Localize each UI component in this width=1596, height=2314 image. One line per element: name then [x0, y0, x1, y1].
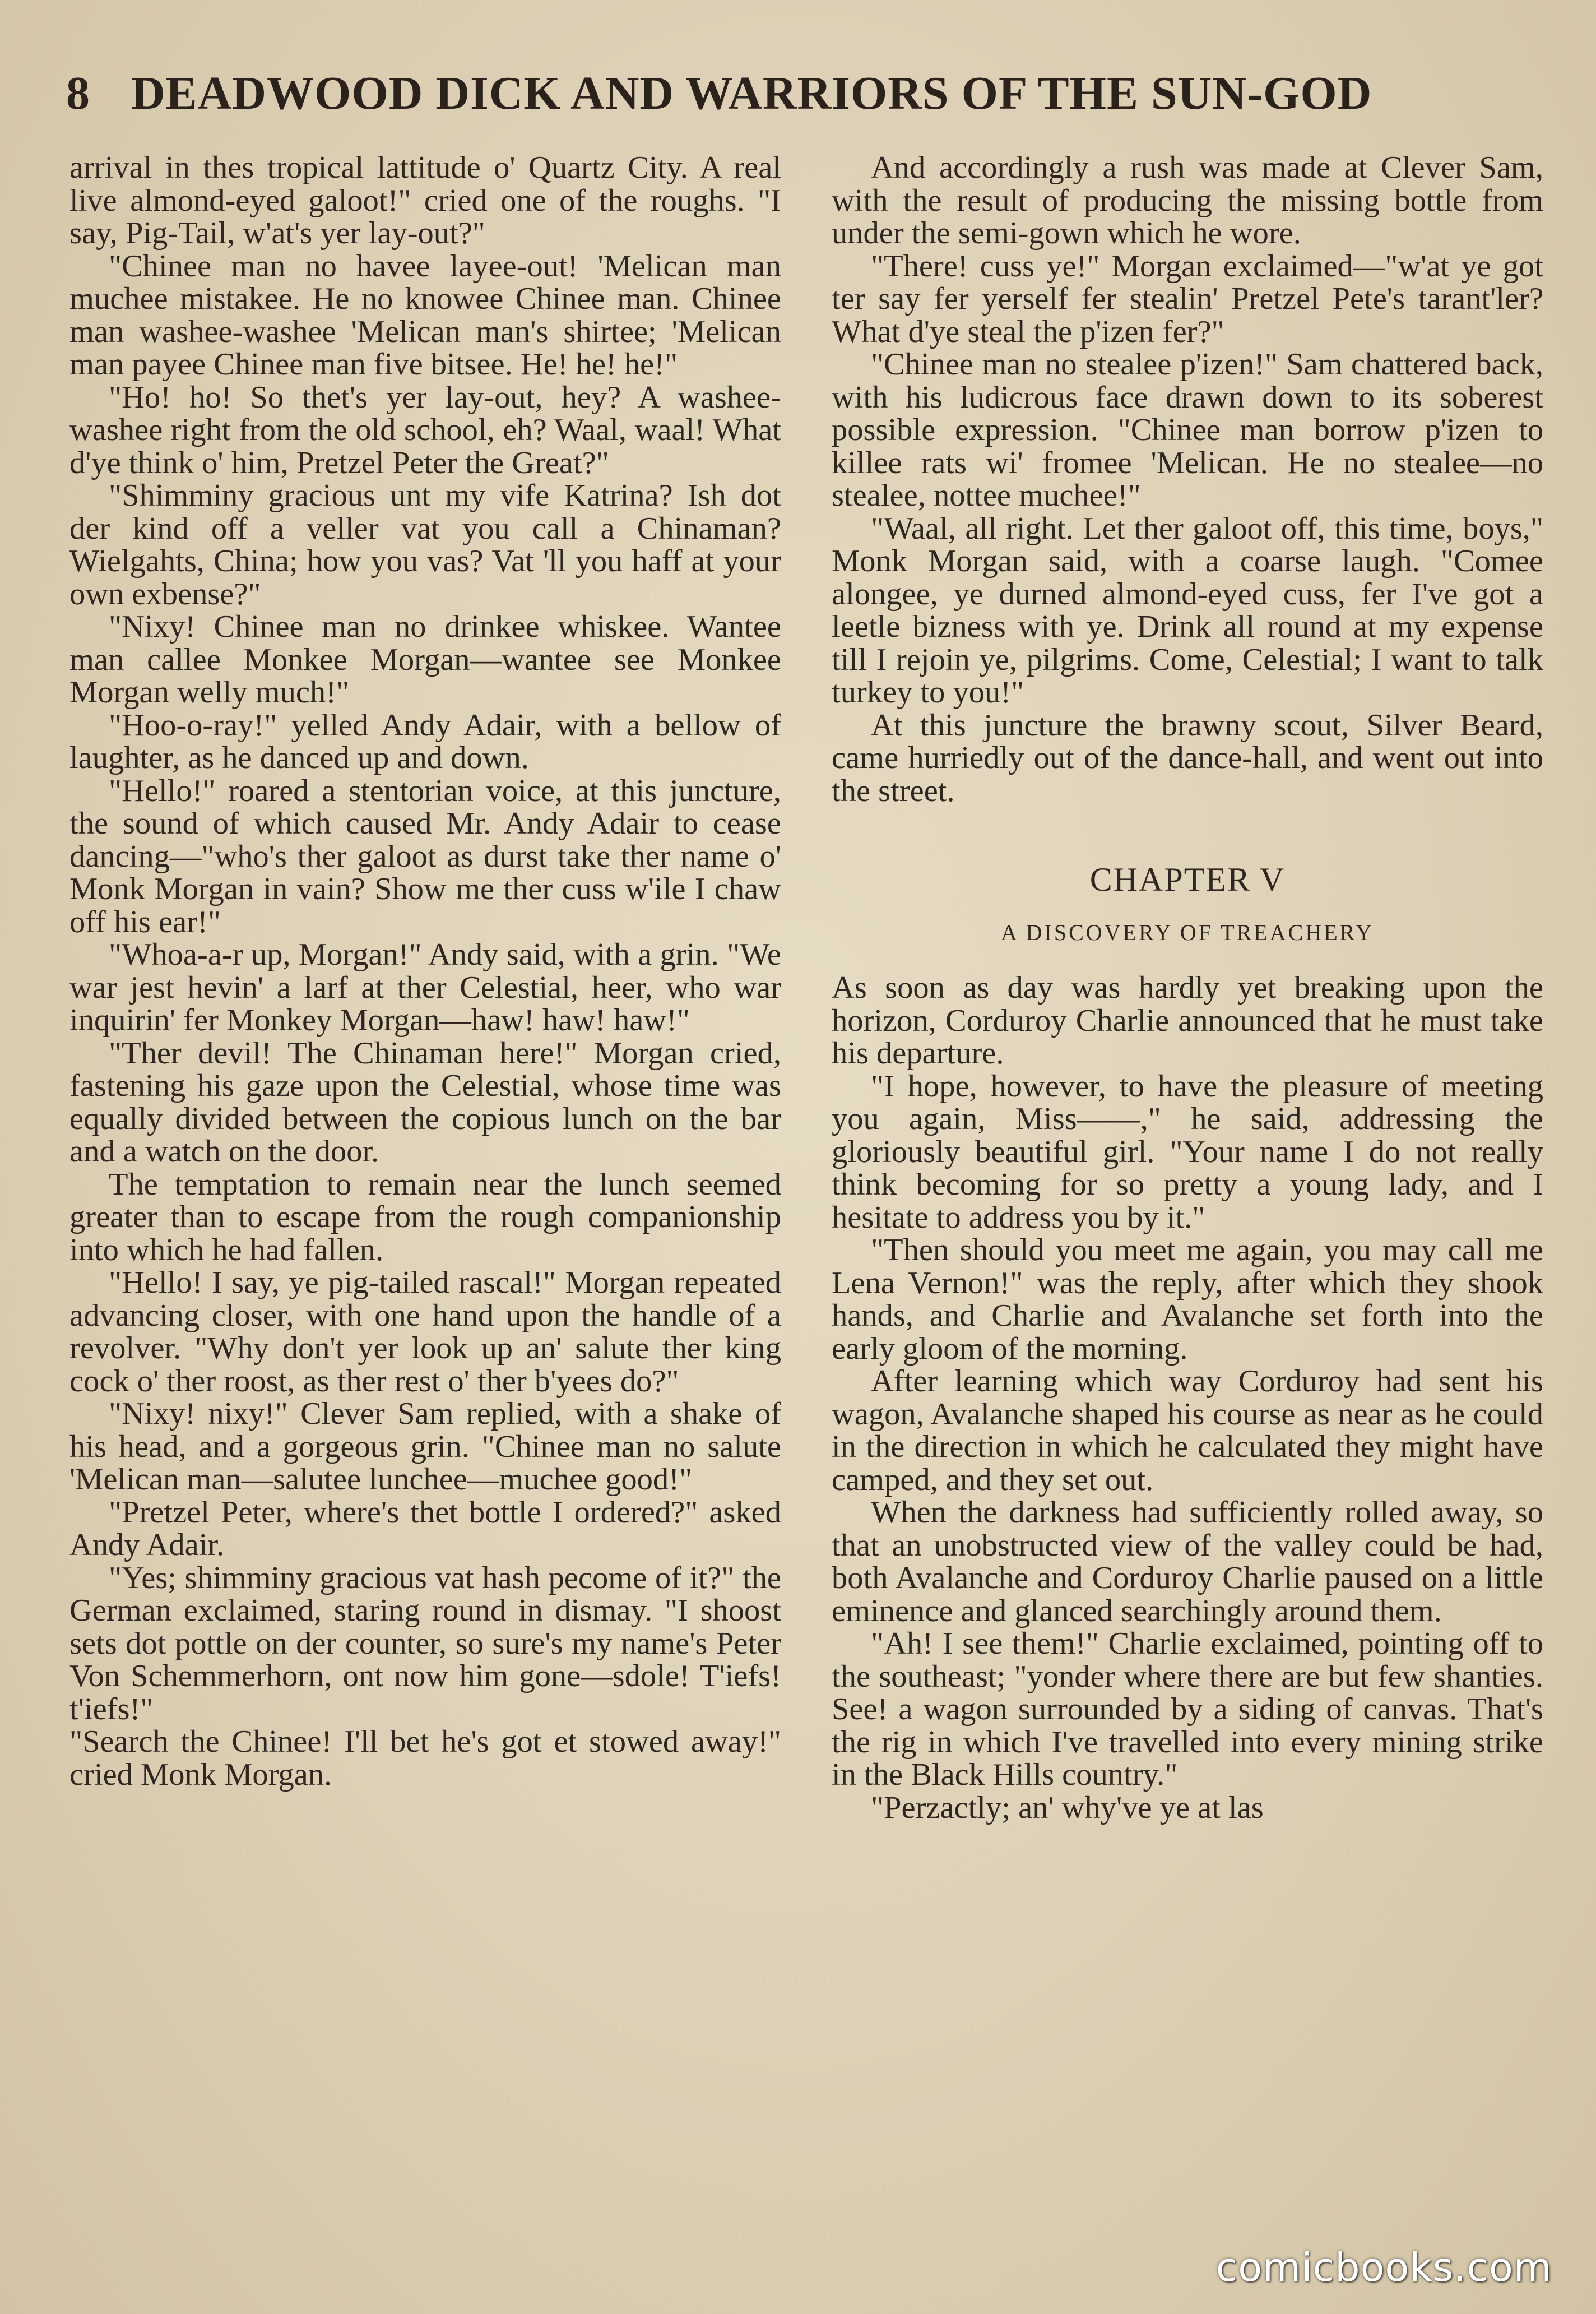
paragraph: "Yes; shimminy gracious vat hash pecome of it?" the German exclaimed, staring round in dismay. "I shoost sets dot pottle on der counter, so sure's my name's Peter Von Schemmerhorn, ont now him gone—sdole! T'iefs! t'iefs!" [69, 1560, 781, 1727]
site-watermark: comicbooks.com [1215, 2244, 1552, 2290]
paragraph: "Waal, all right. Let ther galoot off, this time, boys," Monk Morgan said, with a coarse laugh. "Comee alongee, ye durned almond-eyed cuss, fer I've got a leetle bizness with ye. Drink all round at my expense till I rejoin ye, pilgrims. Come, Celestial; I want to talk turkey to you!" [832, 511, 1543, 710]
paragraph: When the darkness had sufficiently rolled away, so that an unobstructed view of the valley could be had, both Avalanche and Corduroy Charlie paused on a little eminence and glanced searchingly around them. [832, 1495, 1543, 1628]
paragraph: "There! cuss ye!" Morgan exclaimed—"w'at ye got ter say fer yerself fer stealin' Pretzel Pete's tarant'ler? What d'ye steal the p'izen fer?" [832, 248, 1543, 349]
paragraph: "Nixy! Chinee man no drinkee whiskee. Wantee man callee Monkee Morgan—wantee see Monkee Morgan welly much!" [69, 609, 781, 710]
paragraph: "Ho! ho! So thet's yer lay-out, hey? A washee-washee right from the old school, eh? Waal, waal! What d'ye think o' him, Pretzel Peter the Great?" [69, 380, 781, 480]
paragraph: "Ah! I see them!" Charlie exclaimed, pointing off to the southeast; "yonder where there are but few shanties. See! a wagon surrounded by a siding of canvas. That's the rig in which I've travelled into every mining strike in the Black Hills country." [832, 1626, 1543, 1792]
chapter-heading: CHAPTER V [1089, 861, 1286, 898]
paragraph: "Hello! I say, ye pig-tailed rascal!" Morgan repeated advancing closer, with one hand upon the handle of a revolver. "Why don't yer look up an' salute ther king cock o' ther roost, as ther rest o' ther b'yees do?" [69, 1265, 781, 1399]
left-column [69, 151, 781, 1791]
paragraph: After learning which way Corduroy had sent his wagon, Avalanche shaped his course as near as he could in the direction in which he calculated they might have camped, and they set out. [832, 1364, 1543, 1497]
paragraph: "Hoo-o-ray!" yelled Andy Adair, with a bellow of laughter, as he danced up and down. [69, 707, 781, 775]
paragraph: "I hope, however, to have the pleasure of meeting you again, Miss——," he said, addressing the gloriously beautiful girl. "Your name I do not really think becoming for so pretty a young lady, and I hesitate to address you by it." [832, 1068, 1543, 1235]
paragraph: "Hello!" roared a stentorian voice, at this juncture, the sound of which caused Mr. Andy Adair to cease dancing—"who's ther galoot as durst take ther name o' Monk Morgan in vain? Show me ther cuss w'ile I chaw off his ear!" [69, 773, 781, 940]
paragraph: "Then should you meet me again, you may call me Lena Vernon!" was the reply, after which they shook hands, and Charlie and Avalanche set forth into the early gloom of the morning. [832, 1233, 1543, 1366]
paragraph: "Perzactly; an' why've ye at las [871, 1790, 1264, 1825]
paragraph: "Nixy! nixy!" Clever Sam replied, with a shake of his head, and a gorgeous grin. "Chinee man no salute 'Melican man—salutee lunchee—muchee good!" [69, 1396, 781, 1497]
paragraph: "Search the Chinee! I'll bet he's got et stowed away!" cried Monk Morgan. [69, 1724, 781, 1792]
paragraph: "Whoa-a-r up, Morgan!" Andy said, with a grin. "We war jest hevin' a larf at ther Celestial, heer, who war inquirin' fer Monkey Morgan—haw! haw! haw!" [69, 937, 781, 1038]
paragraph: And accordingly a rush was made at Clever Sam, with the result of producing the missing bottle from under the semi-gown which he wore. [832, 150, 1543, 251]
paragraph: The temptation to remain near the lunch seemed greater than to escape from the rough companionship into which he had fallen. [69, 1167, 781, 1267]
paragraph: At this juncture the brawny scout, Silver Beard, came hurriedly out of the dance-hall, and went out into the street. [832, 707, 1543, 808]
paragraph: "Ther devil! The Chinaman here!" Morgan cried, fastening his gaze upon the Celestial, whose time was equally divided between the copious lunch on the bar and a watch on the door. [69, 1035, 781, 1169]
paragraph: "Chinee man no havee layee-out! 'Melican man muchee mistakee. He no knowee Chinee man. Chinee man washee-washee 'Melican man's shirtee; 'Melican man payee Chinee man five bitsee. He! he! he!" [69, 248, 781, 382]
paragraph: "Chinee man no stealee p'izen!" Sam chattered back, with his ludicrous face drawn down to its soberest possible expression. "Chinee man borrow p'izen to killee rats wi' fromee 'Melican. He no stealee—no stealee, nottee muchee!" [832, 347, 1543, 513]
running-title: DEADWOOD DICK AND WARRIORS OF THE SUN-GOD [131, 67, 1372, 119]
running-header [66, 66, 1523, 133]
right-column [832, 151, 1543, 1824]
paragraph: As soon as day was hardly yet breaking upon the horizon, Corduroy Charlie announced that he must take his departure. [832, 970, 1543, 1071]
page-number: 8 [66, 67, 90, 119]
paragraph: "Shimminy gracious unt my vife Katrina? Ish dot der kind off a veller vat you call a Chinaman? Wielgahts, China; how you vas? Vat 'll you haff at your own exbense?" [69, 478, 781, 612]
paragraph: arrival in thes tropical lattitude o' Quartz City. A real live almond-eyed galoot!" cried one of the roughs. "I say, Pig-Tail, w'at's yer lay-out?" [69, 150, 781, 251]
paragraph: "Pretzel Peter, where's thet bottle I ordered?" asked Andy Adair. [69, 1494, 781, 1562]
chapter-subtitle: A DISCOVERY OF TREACHERY [1000, 919, 1375, 945]
